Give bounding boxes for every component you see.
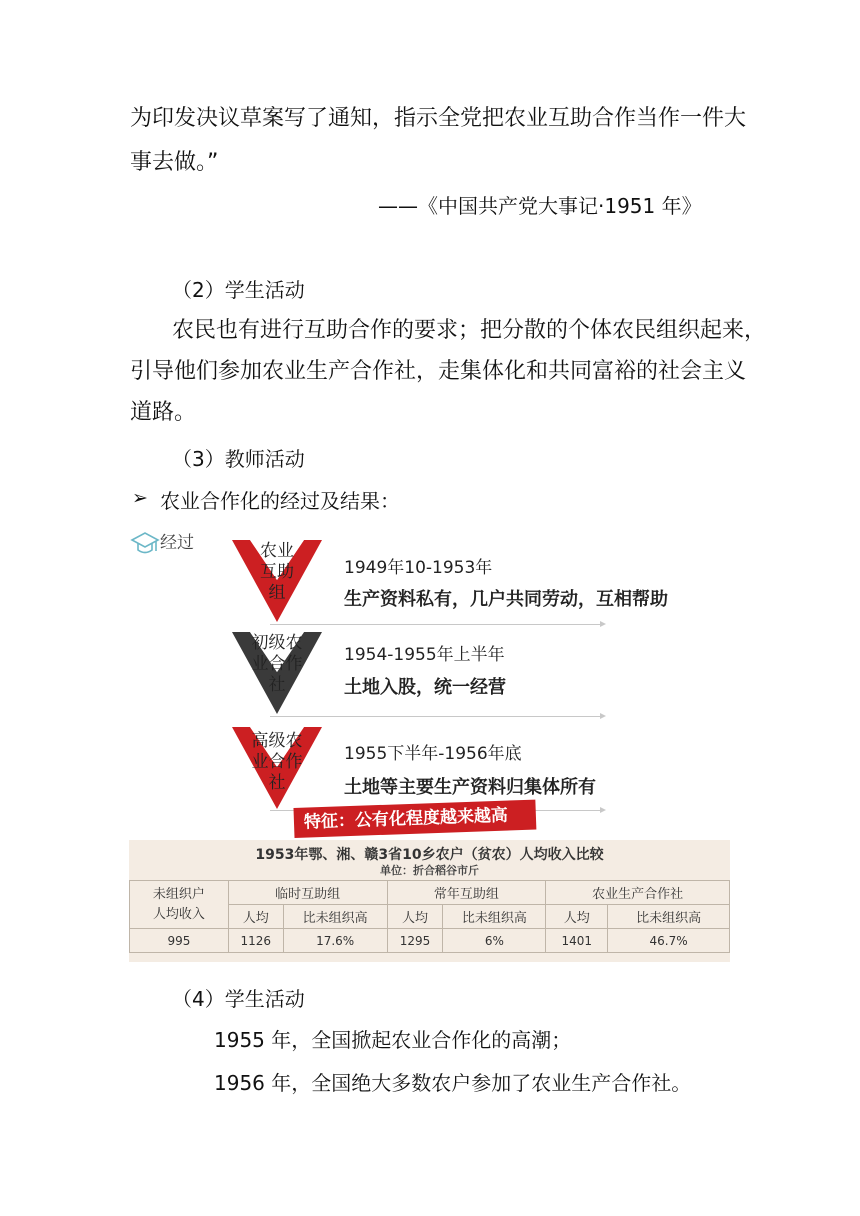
quote-source: ——《中国共产党大事记·1951 年》 — [378, 194, 702, 218]
table-cell: 1126 — [228, 929, 283, 953]
header-unorganized: 未组织户 人均收入 — [130, 881, 229, 929]
table-unit: 单位：折合稻谷市斤 — [380, 864, 479, 877]
subheader-avg: 人均 — [228, 905, 283, 929]
subheader-higher: 比未组织高 — [283, 905, 387, 929]
section-2-heading: （2）学生活动 — [172, 278, 305, 302]
section-2-line-3: 道路。 — [130, 400, 197, 425]
process-label: 经过 — [160, 533, 194, 553]
subheader-higher: 比未组织高 — [443, 905, 546, 929]
stage-1-desc: 生产资料私有，几户共同劳动，互相帮助 — [344, 589, 668, 610]
table-title: 1953年鄂、湘、赣3省10乡农户（贫农）人均收入比较 — [255, 847, 604, 863]
bullet-text: 农业合作化的经过及结果： — [160, 489, 400, 513]
table-body — [129, 880, 730, 953]
bullet-arrow-icon: ➢ — [132, 487, 148, 509]
table-row — [130, 929, 730, 953]
stage-2-desc: 土地入股，统一经营 — [344, 677, 506, 698]
stage-3-name: 高级农 业合作 社 — [251, 731, 303, 793]
quote-line-2: 事去做。” — [130, 150, 219, 175]
table-cell: 6% — [443, 929, 546, 953]
table-cell: 1295 — [387, 929, 443, 953]
income-table — [129, 840, 730, 962]
timeline-line-1 — [270, 624, 604, 625]
stage-3-years: 1955下半年-1956年底 — [344, 744, 522, 764]
section-2-line-1: 农民也有进行互助合作的要求；把分散的个体农民组织起来， — [172, 318, 767, 343]
subheader-avg: 人均 — [546, 905, 608, 929]
header-group-1: 临时互助组 — [228, 881, 387, 905]
section-2-line-2: 引导他们参加农业生产合作社，走集体化和共同富裕的社会主义 — [130, 359, 747, 384]
section-3-heading: （3）教师活动 — [172, 447, 305, 471]
table-cell: 995 — [130, 929, 229, 953]
graduation-cap-icon — [130, 529, 160, 559]
subheader-higher: 比未组织高 — [608, 905, 730, 929]
stage-2-years: 1954-1955年上半年 — [344, 645, 505, 665]
section-4-heading: （4）学生活动 — [172, 987, 305, 1011]
header-group-3: 农业生产合作社 — [546, 881, 730, 905]
feature-banner: 特征：公有化程度越来越高 — [293, 800, 536, 838]
table-cell: 1401 — [546, 929, 608, 953]
subheader-avg: 人均 — [387, 905, 443, 929]
table-cell: 17.6% — [283, 929, 387, 953]
section-4-line-1: 1955 年，全国掀起农业合作化的高潮； — [214, 1028, 572, 1052]
stage-3-desc: 土地等主要生产资料归集体所有 — [344, 777, 596, 798]
table-cell: 46.7% — [608, 929, 730, 953]
quote-line-1: 为印发决议草案写了通知，指示全党把农业互助合作当作一件大 — [130, 106, 747, 131]
stage-1-name: 农业 互助 组 — [260, 541, 294, 603]
stage-1-years: 1949年10-1953年 — [344, 558, 493, 578]
stage-2-name: 初级农 业合作 社 — [251, 633, 303, 695]
timeline-line-2 — [270, 716, 604, 717]
header-group-2: 常年互助组 — [387, 881, 546, 905]
section-4-line-2: 1956 年，全国绝大多数农户参加了农业生产合作社。 — [214, 1071, 692, 1095]
